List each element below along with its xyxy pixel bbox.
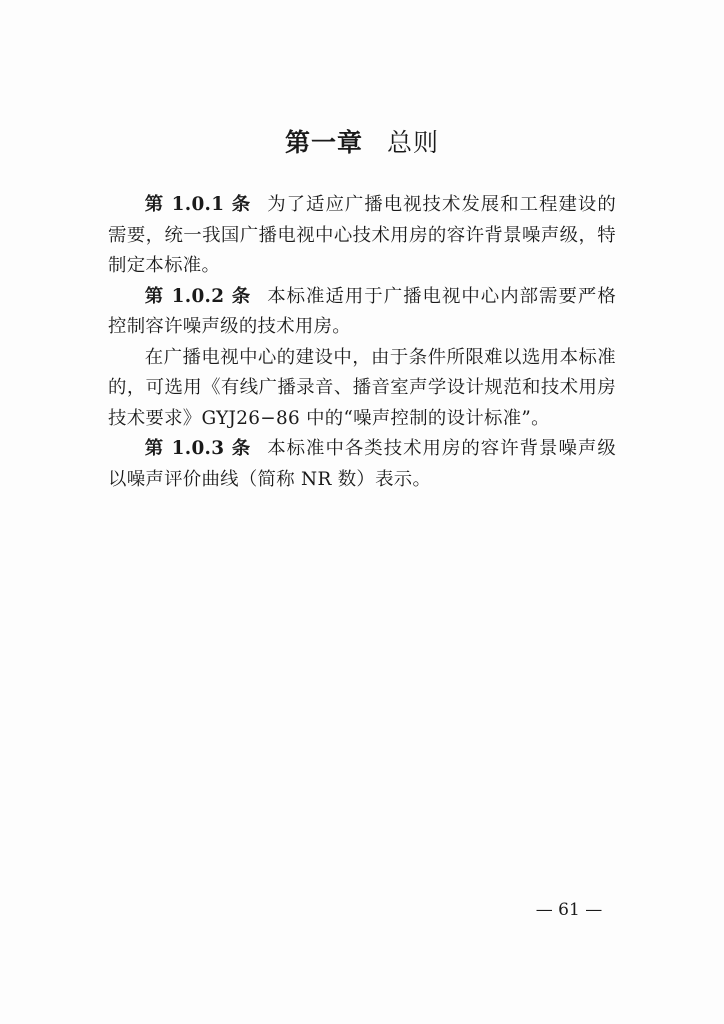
paragraph-article-1-0-2: [108, 282, 616, 343]
paragraph-continuation: [108, 343, 616, 435]
body-text: [108, 190, 616, 495]
article-number: 第 1.0.3 条: [144, 438, 252, 459]
chapter-number: 第一章: [284, 128, 363, 157]
paragraph-text: 本标准适用于广播电视中心内部需要严格控制容许噪声级的技术用房。: [108, 285, 617, 337]
paragraph-text: 为了适应广播电视技术发展和工程建设的需要，统一我国广播电视中心技术用房的容许背景噪声级，特制定本标准。: [108, 194, 617, 276]
paragraph-article-1-0-1: [108, 190, 616, 282]
article-number: 第 1.0.2 条: [144, 285, 252, 307]
paragraph-text: 在广播电视中心的建设中，由于条件所限难以选用本标准的，可选用《有线广播录音、播音室声学设计规范和技术用房技术要求》GYJ26−86 中的“噪声控制的设计标准”。: [108, 346, 616, 429]
article-number: 第 1.0.1 条: [144, 194, 252, 215]
chapter-heading: [0, 126, 724, 160]
page-number: — 61 —: [535, 900, 603, 920]
paragraph-article-1-0-3: [108, 434, 616, 495]
chapter-title-text: 总则: [387, 128, 440, 157]
paragraph-text: 本标准中各类技术用房的容许背景噪声级以噪声评价曲线（简称 NR 数）表示。: [108, 438, 617, 490]
